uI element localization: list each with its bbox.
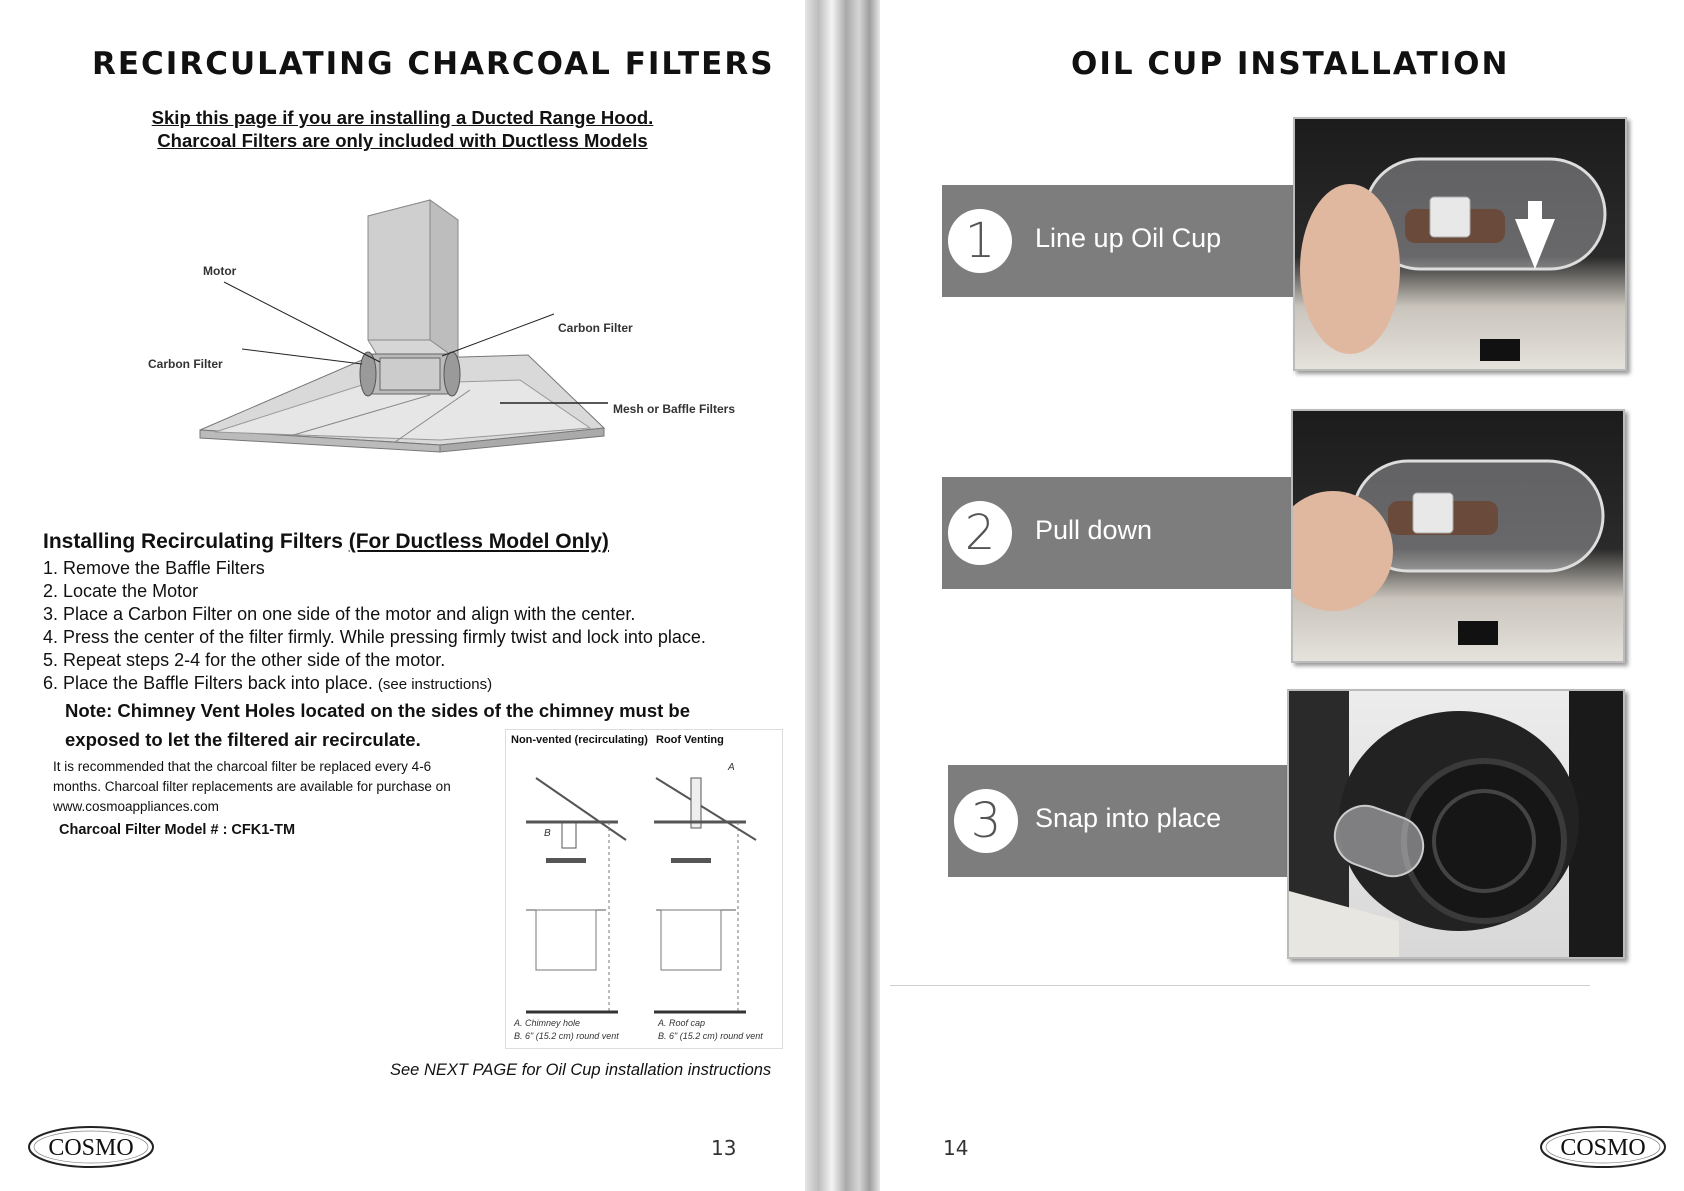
skip-notice: Skip this page if you are installing a Ducted Range Hood.: [151, 107, 654, 128]
step-label: Snap into place: [1035, 803, 1222, 833]
pull-down-illustration: [1293, 411, 1623, 661]
step-label: Pull down: [1035, 515, 1153, 545]
carbon-filter-label-right: Carbon Filter: [558, 321, 633, 335]
step-banner-3: [948, 765, 1296, 877]
roof-venting-label: Roof Venting: [656, 734, 724, 746]
oil-cup-photo-1: [1293, 117, 1627, 371]
range-hood-illustration: [140, 190, 780, 480]
right-page: [880, 0, 1684, 1191]
cosmo-logo: [26, 1124, 156, 1170]
carbon-filter-label-left: Carbon Filter: [148, 357, 223, 371]
legend-round-vent-left: B. 6" (15.2 cm) round vent: [514, 1031, 619, 1041]
heading-prefix: Installing Recirculating Filters: [43, 530, 349, 553]
step-label: Line up Oil Cup: [1035, 223, 1222, 253]
divider-line: [890, 985, 1590, 986]
step-item: 1. Remove the Baffle Filters: [43, 558, 265, 578]
left-page: [0, 0, 805, 1191]
non-vented-label: Non-vented (recirculating): [511, 734, 648, 746]
filter-model-number: Charcoal Filter Model # : CFK1-TM: [59, 822, 296, 838]
oil-cup-photo-2: [1291, 409, 1625, 663]
chimney-note-cont: exposed to let the filtered air recirculate.: [65, 729, 421, 750]
installation-steps: [43, 557, 706, 696]
logo-text: COSMO: [48, 1135, 134, 1161]
venting-illustration: [506, 750, 782, 1020]
page-title: OIL CUP INSTALLATION: [1071, 46, 1510, 82]
step-item: 4. Press the center of the filter firmly. While pressing firmly twist and lock into place.: [43, 627, 706, 647]
see-next-page-note: See NEXT PAGE for Oil Cup installation instructions: [390, 1061, 772, 1079]
book-spine: [805, 0, 880, 1191]
range-hood-diagram: [140, 190, 780, 480]
logo-text: COSMO: [1560, 1135, 1646, 1161]
step-item: 5. Repeat steps 2-4 for the other side of the motor.: [43, 650, 446, 670]
rec-line: months. Charcoal filter replacements are available for purchase on: [53, 779, 451, 794]
step-6-text: 6. Place the Baffle Filters back into place.: [43, 673, 378, 693]
rec-link: www.cosmoappliances.com: [53, 799, 219, 814]
step-banner-2: [942, 477, 1297, 589]
mesh-baffle-label: Mesh or Baffle Filters: [613, 402, 736, 416]
page-number: 14: [943, 1136, 969, 1160]
legend-round-vent-right: B. 6" (15.2 cm) round vent: [658, 1031, 763, 1041]
line-up-oil-cup-illustration: [1295, 119, 1625, 369]
step-6-note: (see instructions): [377, 676, 493, 693]
step-banner-1: [942, 185, 1297, 297]
mark-b: B: [544, 828, 551, 839]
legend-roof-cap: A. Roof cap: [658, 1018, 706, 1028]
snap-into-place-illustration: [1289, 691, 1623, 957]
motor-label: Motor: [203, 264, 237, 278]
installation-heading: [43, 530, 609, 554]
replacement-recommendation: [53, 757, 451, 817]
ductless-notice: Charcoal Filters are only included with Ductless Models: [157, 130, 648, 151]
step-number-badge: 2: [948, 501, 1012, 565]
page-title: RECIRCULATING CHARCOAL FILTERS: [92, 46, 775, 82]
page-number: 13: [711, 1136, 737, 1160]
mark-a: A: [728, 762, 735, 773]
oil-cup-photo-3: [1287, 689, 1625, 959]
step-item: 2. Locate the Motor: [43, 581, 199, 601]
venting-diagram: [505, 729, 783, 1049]
heading-suffix: (For Ductless Model Only): [348, 530, 609, 553]
step-number-badge: 3: [954, 789, 1018, 853]
cosmo-logo: [1538, 1124, 1668, 1170]
step-item: 3. Place a Carbon Filter on one side of the motor and align with the center.: [43, 604, 636, 624]
legend-chimney-hole: A. Chimney hole: [514, 1018, 581, 1028]
chimney-note: Note: Chimney Vent Holes located on the sides of the chimney must be: [65, 700, 691, 721]
step-item: [43, 672, 706, 696]
step-number-badge: 1: [948, 209, 1012, 273]
rec-line: It is recommended that the charcoal filter be replaced every 4-6: [53, 759, 432, 774]
